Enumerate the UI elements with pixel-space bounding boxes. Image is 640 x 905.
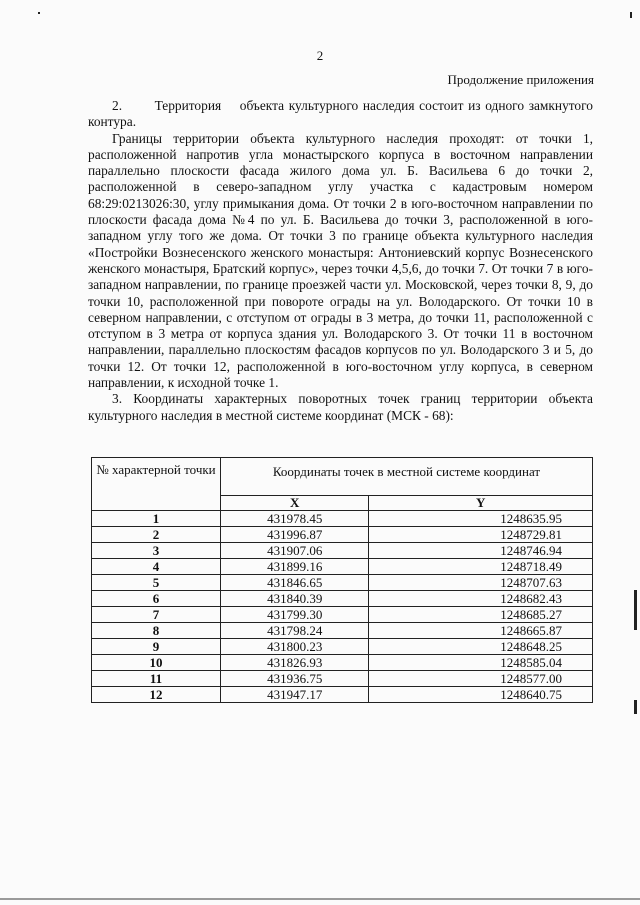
point-number: 5	[92, 575, 221, 591]
point-number: 7	[92, 607, 221, 623]
point-x: 431826.93	[221, 655, 369, 671]
table-row	[92, 655, 593, 671]
point-x: 431840.39	[221, 591, 369, 607]
scan-bottom-edge	[0, 898, 640, 900]
table-row	[92, 527, 593, 543]
table-row	[92, 511, 593, 527]
point-x: 431899.16	[221, 559, 369, 575]
point-x: 431907.06	[221, 543, 369, 559]
point-y: 1248746.94	[369, 543, 593, 559]
header-x: X	[221, 496, 369, 511]
appendix-continuation-note: Продолжение приложения	[447, 72, 594, 87]
point-x: 431978.45	[221, 511, 369, 527]
scan-edge-mark	[634, 700, 637, 714]
scan-edge-mark	[634, 590, 637, 630]
point-y: 1248635.95	[369, 511, 593, 527]
body-text	[88, 98, 597, 424]
header-y: Y	[369, 496, 593, 511]
point-number: 12	[92, 687, 221, 703]
paragraph-coordinates-intro: 3. Координаты характерных поворотных точек границ территории объекта культурного наследия в местной системе координат (МСК - 68):	[88, 391, 593, 423]
coordinates-table	[91, 457, 593, 703]
point-y: 1248707.63	[369, 575, 593, 591]
table-row	[92, 543, 593, 559]
table-row	[92, 607, 593, 623]
header-point-number: № характерной точки	[92, 458, 221, 511]
point-number: 2	[92, 527, 221, 543]
point-y: 1248718.49	[369, 559, 593, 575]
table-row	[92, 575, 593, 591]
point-number: 1	[92, 511, 221, 527]
scan-speck	[630, 12, 632, 18]
point-number: 4	[92, 559, 221, 575]
point-x: 431800.23	[221, 639, 369, 655]
table-row	[92, 671, 593, 687]
table-row	[92, 623, 593, 639]
point-number: 10	[92, 655, 221, 671]
paragraph-territory: 2. Территория объекта культурного наследия состоит из одного замкнутого контура.	[88, 98, 597, 130]
table-row	[92, 639, 593, 655]
point-y: 1248665.87	[369, 623, 593, 639]
point-y: 1248585.04	[369, 655, 593, 671]
point-number: 8	[92, 623, 221, 639]
point-number: 9	[92, 639, 221, 655]
point-number: 3	[92, 543, 221, 559]
point-y: 1248685.27	[369, 607, 593, 623]
point-y: 1248682.43	[369, 591, 593, 607]
page-number: 2	[316, 48, 324, 63]
scan-speck	[38, 12, 40, 14]
point-x: 431798.24	[221, 623, 369, 639]
table-row	[92, 687, 593, 703]
point-x: 431846.65	[221, 575, 369, 591]
point-number: 11	[92, 671, 221, 687]
table-row	[92, 559, 593, 575]
point-x: 431947.17	[221, 687, 369, 703]
paragraph-boundaries: Границы территории объекта культурного наследия проходят: от точки 1, расположенной напротив угла монастырского корпуса в восточном направлении параллельно плоскости фасада жилого дома ул. Б. Васильева 6 до точки 2, расположенной в северо-западном углу участка с кадастровым номером 68:29:0213026:30, углу примыкания дома. От точки 2 в юго-восточном направлении по плоскости фасада дома №4 по ул. Б. Васильева до точки 3, расположенной в юго-западном углу того же дома. От точки 3 по границе объекта культурного наследия «Постройки Вознесенского женского монастыря: Антониевский корпус Вознесенского женского монастыря, Братский корпус», через точки 4,5,6, до точки 7. От точки 7 в юго- западном направлении, по границе проезжей части ул. Московской, через точки 8, 9, до точки 10, расположенной при повороте ограды на ул. Володарского. От точки 10 в северном направлении, с отступом от ограды в 3 метра, до точки 11, расположенной с отступом в 3 метра от корпуса здания ул. Володарского 3. От точки 11 в восточном направлении, параллельно плоскостям фасадов корпусов по ул. Володарского 3 и 5, до точки 12. От точки 12, расположенной в юго-восточном углу корпуса, в северном направлении, к исходной точке 1.	[88, 130, 593, 391]
point-x: 431936.75	[221, 671, 369, 687]
header-coordinates: Координаты точек в местной системе координат	[221, 458, 593, 496]
point-x: 431799.30	[221, 607, 369, 623]
table-row	[92, 591, 593, 607]
point-x: 431996.87	[221, 527, 369, 543]
point-number: 6	[92, 591, 221, 607]
point-y: 1248577.00	[369, 671, 593, 687]
point-y: 1248640.75	[369, 687, 593, 703]
point-y: 1248648.25	[369, 639, 593, 655]
point-y: 1248729.81	[369, 527, 593, 543]
